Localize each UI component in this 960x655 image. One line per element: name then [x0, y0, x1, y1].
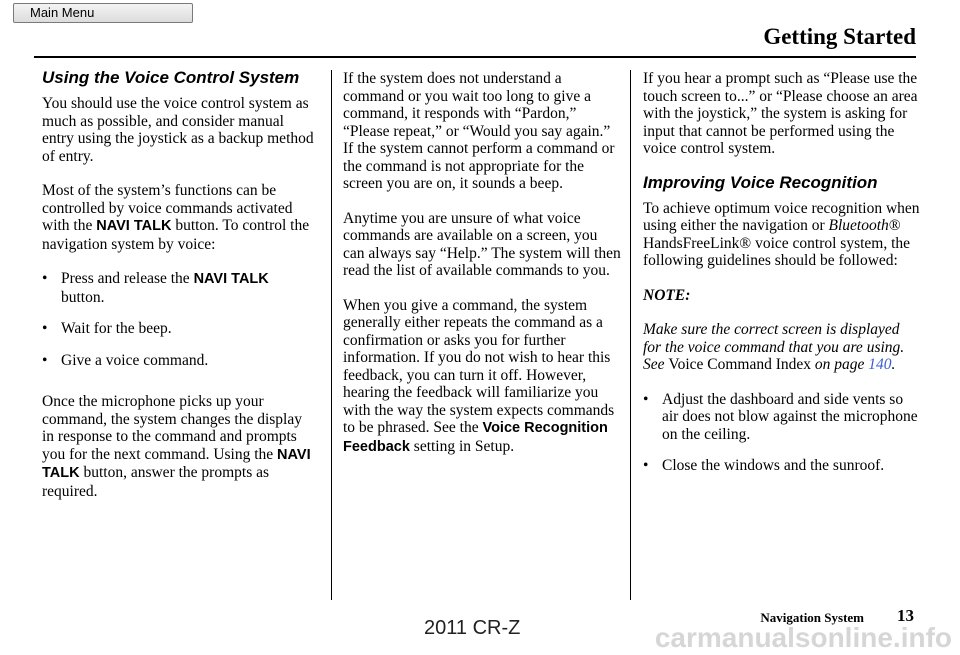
note-text: Make sure the correct screen is displayed for the voice command that you are using. See Voice Command Index on page 140. [643, 321, 905, 373]
column-3 [643, 70, 921, 484]
section-heading-voice-control: Using the Voice Control System [42, 68, 300, 87]
page-title: Getting Started [763, 24, 916, 49]
paragraph: You should use the voice control system as much as possible, and consider manual entry using the joystick as a backup method of entry. [42, 95, 314, 165]
paragraph: If you hear a prompt such as “Please use the touch screen to...” or “Please choose an area with the joystick,” the system is asking for input that cannot be performed using the voice control system. [643, 70, 918, 157]
navi-talk-label: NAVI TALK [42, 446, 311, 481]
paragraph: Anytime you are unsure of what voice commands are available on a screen, you can always say “Help.” The system will then read the list of available commands to you. [343, 209, 621, 279]
header-rule [34, 56, 916, 58]
column-1 [42, 66, 314, 517]
column-divider [331, 70, 332, 600]
footer-label: Navigation System [760, 610, 864, 625]
section-heading-improving-voice: Improving Voice Recognition [643, 172, 878, 192]
column-divider [630, 70, 631, 600]
paragraph: To achieve optimum voice recognition when using either the navigation or Bluetooth® HandsFreeLink® voice control system, the following guidelines should be followed: [643, 199, 920, 269]
list-item: • Press and release the NAVI TALK button. [42, 270, 314, 306]
voice-recognition-feedback-label: Voice Recognition Feedback [343, 420, 608, 455]
paragraph: Once the microphone picks up your command, the system changes the display in response to the command and prompts you for the next command. Using the NAVI TALK button, answer the prompts as required. [42, 393, 311, 500]
navi-talk-label: NAVI TALK [96, 218, 172, 234]
list-item: • Adjust the dashboard and side vents so air does not blow against the microphone on the ceiling. [643, 391, 921, 444]
model-label: 2011 CR-Z [424, 617, 521, 639]
paragraph: Most of the system’s functions can be controlled by voice commands activated with the NAVI TALK button. To control the navigation system by voice: [42, 182, 310, 253]
note-heading: NOTE: [643, 286, 691, 304]
column-2 [343, 70, 621, 473]
list-item: • Wait for the beep. [42, 320, 314, 338]
paragraph: If the system does not understand a command or you wait too long to give a command, it responds with “Pardon,” “Please repeat,” or “Would you say again.” If the system cannot perform a command or the command is not appropriate for the screen you are on, it sounds a beep. [343, 70, 615, 192]
list-item: • Close the windows and the sunroof. [643, 457, 921, 475]
paragraph: When you give a command, the system generally either repeats the command as a confirmation or asks you for further information. If you do not wish to hear this feedback, you can turn it off. However, hearing the feedback will familiarize you with the way the system expects commands to be phrased. See the Voice Recognition Feedback setting in Setup. [343, 296, 615, 455]
page-link[interactable]: 140 [868, 356, 892, 373]
navi-talk-label: NAVI TALK [193, 271, 269, 287]
watermark: carmanualsonline.info [654, 622, 952, 653]
list-item: • Give a voice command. [42, 352, 314, 370]
main-menu-button[interactable]: Main Menu [13, 3, 193, 23]
page-number: 13 [897, 606, 914, 625]
